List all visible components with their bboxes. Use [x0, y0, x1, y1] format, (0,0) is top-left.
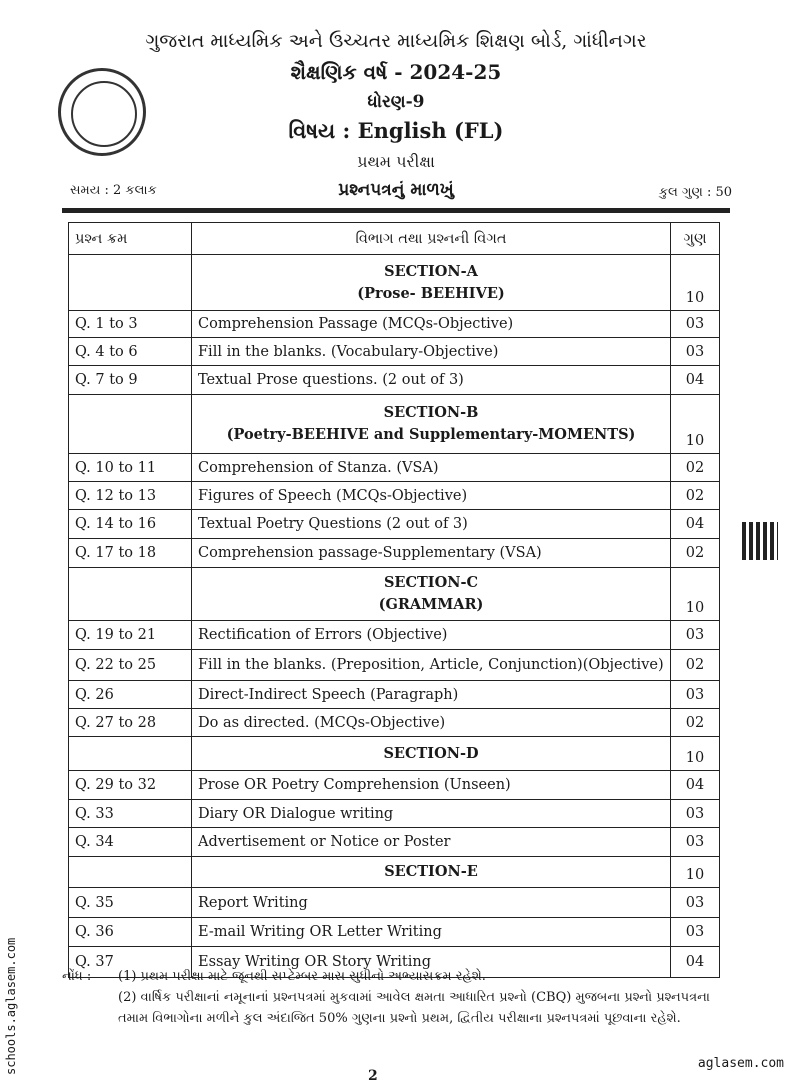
question-range: Q. 27 to 28 — [69, 709, 192, 737]
question-marks: 03 — [671, 681, 720, 709]
blank-cell — [69, 737, 192, 771]
question-detail: Advertisement or Notice or Poster — [192, 828, 671, 857]
section-heading — [192, 857, 671, 888]
question-range: Q. 36 — [69, 918, 192, 947]
question-detail: Prose OR Poetry Comprehension (Unseen) — [192, 771, 671, 800]
question-range: Q. 37 — [69, 947, 192, 978]
table-row — [69, 681, 720, 709]
question-marks: 03 — [671, 888, 720, 918]
section-marks: 10 — [671, 568, 720, 621]
table-row — [69, 650, 720, 681]
notes — [62, 966, 742, 1029]
table-row — [69, 482, 720, 510]
question-marks: 04 — [671, 366, 720, 395]
note-1: (1) પ્રથમ પરીક્ષા માટે જૂનથી સપ્ટેમ્બર માસ સુધીનો અભ્યાસક્રમ રહેશે. — [118, 969, 486, 984]
question-detail: Fill in the blanks. (Preposition, Article, Conjunction)(Objective) — [192, 650, 671, 681]
table-row — [69, 918, 720, 947]
section-title: SECTION-D — [383, 744, 479, 762]
question-detail: E-mail Writing OR Letter Writing — [192, 918, 671, 947]
blank-cell — [69, 395, 192, 454]
table-row — [69, 539, 720, 568]
section-subtitle: (Prose- BEEHIVE) — [357, 284, 505, 302]
question-marks: 02 — [671, 709, 720, 737]
section-title: SECTION-B — [383, 404, 479, 421]
blank-cell — [69, 857, 192, 888]
blueprint-title: પ્રશ્નપત્રનું માળખું — [338, 180, 454, 200]
section-marks: 10 — [671, 737, 720, 771]
question-detail: Diary OR Dialogue writing — [192, 800, 671, 828]
question-detail: Textual Prose questions. (2 out of 3) — [192, 366, 671, 395]
note-2: (2) વાર્ષિક પરીક્ષાનાં નમૂનાનાં પ્રશ્નપત્રમાં મુકવામાં આવેલ ક્ષમતા આધારિત પ્રશ્નો (CBQ) મુજબના પ્રશ્નો પ્રશ્નપત્રના તમામ વિભાગોના મળીને કુલ અંદાજિત 50% ગુણના પ્રશ્નો પ્રથમ, દ્વિતીય પરીક્ષાના પ્રશ્નપત્રમાં પૂછવાના રહેશે. — [118, 990, 710, 1026]
header-detail: વિભાગ તથા પ્રશ્નની વિગત — [192, 223, 671, 255]
side-watermark: schools.aglasem.com — [4, 937, 18, 1075]
table-row — [69, 454, 720, 482]
question-range: Q. 33 — [69, 800, 192, 828]
table-row — [69, 510, 720, 539]
section-heading — [192, 737, 671, 771]
question-detail: Comprehension passage-Supplementary (VSA) — [192, 539, 671, 568]
question-detail: Direct-Indirect Speech (Paragraph) — [192, 681, 671, 709]
question-detail: Fill in the blanks. (Vocabulary-Objective) — [192, 338, 671, 366]
question-range: Q. 26 — [69, 681, 192, 709]
question-detail: Comprehension of Stanza. (VSA) — [192, 454, 671, 482]
question-detail: Rectification of Errors (Objective) — [192, 621, 671, 650]
section-heading — [192, 255, 671, 311]
table-row — [69, 366, 720, 395]
blank-cell — [69, 568, 192, 621]
question-range: Q. 19 to 21 — [69, 621, 192, 650]
question-marks: 04 — [671, 947, 720, 978]
question-marks: 03 — [671, 828, 720, 857]
question-marks: 03 — [671, 338, 720, 366]
section-row — [69, 255, 720, 311]
question-range: Q. 14 to 16 — [69, 510, 192, 539]
header-qno: પ્રશ્ન ક્રમ — [69, 223, 192, 255]
table-row — [69, 338, 720, 366]
question-range: Q. 17 to 18 — [69, 539, 192, 568]
board-name: ગુજરાત માધ્યમિક અને ઉચ્ચતર માધ્યમિક શિક્ષણ બોર્ડ, ગાંધીનગર — [145, 30, 647, 52]
header-marks: ગુણ — [671, 223, 720, 255]
total-marks: કુલ ગુણ : 50 — [658, 185, 732, 200]
academic-year: શૈક્ષણિક વર્ષ - 2024-25 — [290, 60, 502, 84]
question-marks: 02 — [671, 482, 720, 510]
table-row — [69, 311, 720, 338]
section-subtitle: (Poetry-BEEHIVE and Supplementary-MOMENTS) — [226, 426, 636, 443]
blank-cell — [69, 255, 192, 311]
exam-name: પ્રથમ પરીક્ષા — [357, 152, 435, 171]
question-range: Q. 12 to 13 — [69, 482, 192, 510]
question-range: Q. 7 to 9 — [69, 366, 192, 395]
table-row — [69, 709, 720, 737]
section-title: SECTION-C — [383, 574, 479, 591]
question-range: Q. 29 to 32 — [69, 771, 192, 800]
notes-label: નોંધ : — [62, 969, 92, 984]
board-seal-logo — [58, 68, 146, 156]
question-range: Q. 1 to 3 — [69, 311, 192, 338]
table-row — [69, 800, 720, 828]
question-range: Q. 22 to 25 — [69, 650, 192, 681]
section-marks: 10 — [671, 255, 720, 311]
section-row — [69, 857, 720, 888]
question-marks: 02 — [671, 454, 720, 482]
table-row — [69, 828, 720, 857]
page-number: 2 — [368, 1068, 378, 1084]
standard: ધોરણ-9 — [367, 92, 425, 112]
question-marks: 03 — [671, 918, 720, 947]
section-row — [69, 568, 720, 621]
question-detail: Do as directed. (MCQs-Objective) — [192, 709, 671, 737]
question-detail: Report Writing — [192, 888, 671, 918]
time-allowed: સમય : 2 કલાક — [70, 183, 157, 198]
section-marks: 10 — [671, 395, 720, 454]
question-detail: Figures of Speech (MCQs-Objective) — [192, 482, 671, 510]
table-header-row — [69, 223, 720, 255]
section-heading — [192, 395, 671, 454]
section-title: SECTION-A — [384, 262, 478, 280]
blueprint-table — [68, 222, 720, 978]
question-marks: 02 — [671, 650, 720, 681]
section-marks: 10 — [671, 857, 720, 888]
question-marks: 03 — [671, 311, 720, 338]
question-range: Q. 4 to 6 — [69, 338, 192, 366]
section-title: SECTION-E — [384, 863, 478, 880]
question-marks: 03 — [671, 800, 720, 828]
table-row — [69, 771, 720, 800]
section-heading — [192, 568, 671, 621]
section-row — [69, 737, 720, 771]
question-marks: 03 — [671, 621, 720, 650]
question-detail: Essay Writing OR Story Writing — [192, 947, 671, 978]
divider — [62, 208, 730, 213]
question-range: Q. 10 to 11 — [69, 454, 192, 482]
section-subtitle: (GRAMMAR) — [378, 596, 484, 613]
question-detail: Comprehension Passage (MCQs-Objective) — [192, 311, 671, 338]
qr-code — [742, 522, 778, 560]
table-row — [69, 621, 720, 650]
question-range: Q. 34 — [69, 828, 192, 857]
question-marks: 02 — [671, 539, 720, 568]
table-row — [69, 888, 720, 918]
subject: વિષય : English (FL) — [288, 118, 504, 143]
watermark: aglasem.com — [697, 1056, 784, 1071]
question-detail: Textual Poetry Questions (2 out of 3) — [192, 510, 671, 539]
question-marks: 04 — [671, 510, 720, 539]
question-marks: 04 — [671, 771, 720, 800]
question-range: Q. 35 — [69, 888, 192, 918]
section-row — [69, 395, 720, 454]
